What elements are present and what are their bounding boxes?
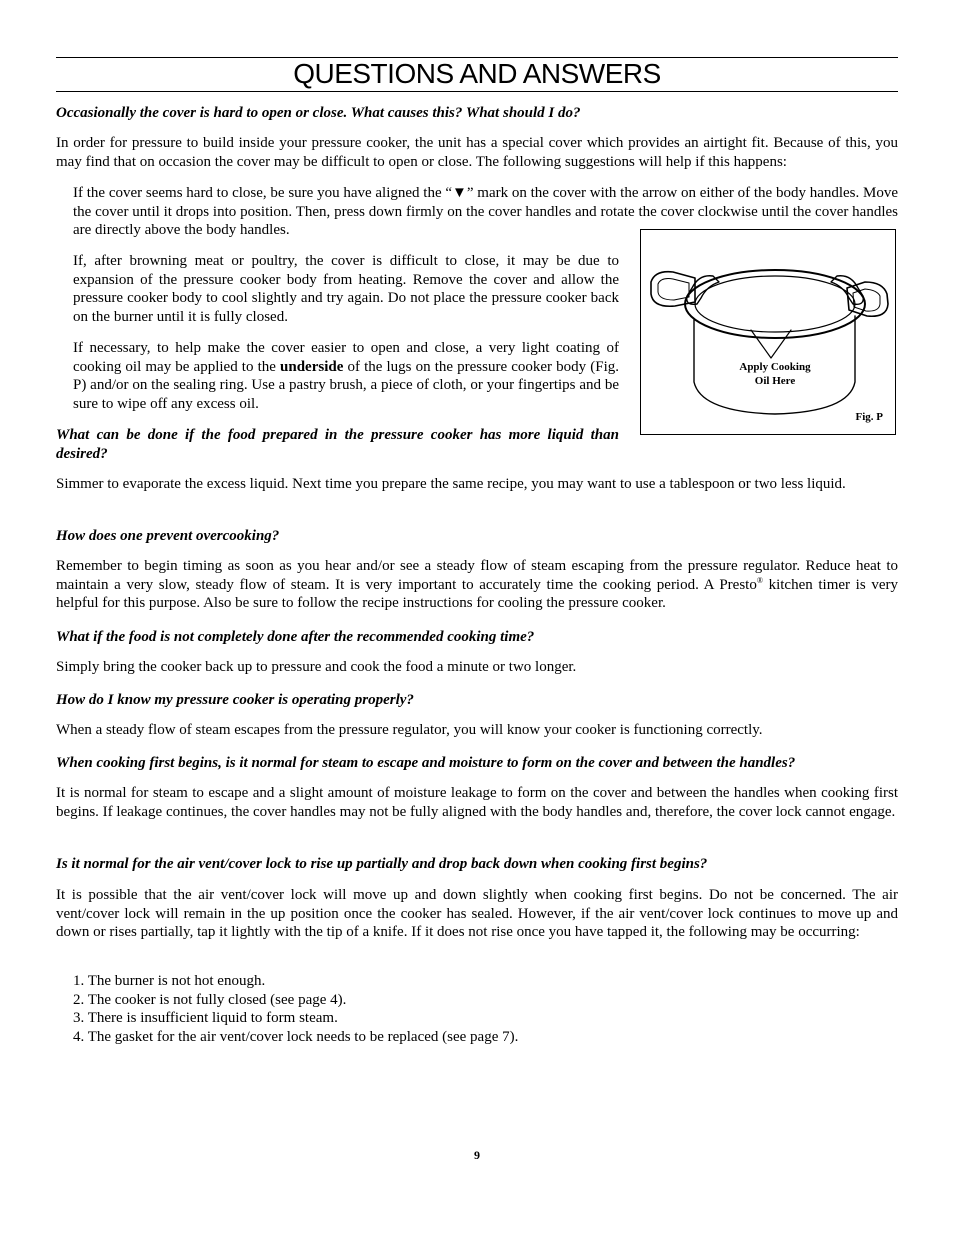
answer-overcooking <box>56 557 898 613</box>
tip-align-text-b: ” mark on the cover with the arrow on either of the body handles. Move the cover until it drops into position. Then, press down firmly on the cover handles and rotate the cover clockwise until the cover handles are directly above the body handles. <box>73 185 899 239</box>
answer-overcooking-a: Remember to begin timing as soon as you hear and/or see a steady flow of steam escaping from the pressure regulator. Reduce heat to maintain a very slow, steady flow of steam. It is very important to accurately time the cooking period. A Presto <box>56 558 898 593</box>
question-air-vent: Is it normal for the air vent/cover lock to rise up partially and drop back down when cooking first begins? <box>56 856 708 872</box>
tip-oil-text-a: If necessary, to help make the cover easier to open and close, a very light coating of cooking oil may be applied to the <box>73 340 619 375</box>
tip-cooking-oil <box>73 339 619 414</box>
tip-oil-emphasis: underside <box>280 358 344 375</box>
registered-mark: ® <box>756 575 763 585</box>
answer-air-vent: It is possible that the air vent/cover lock will move up and down slightly when cooking first begins. Do not be concerned. The air vent/cover lock will remain in the up position once the cooker has sealed. However, if the air vent/cover lock continues to move up and down or rises partially, tap it lightly with the tip of a knife. If it does not rise once you have tapped it, the following may be occurring: <box>56 887 898 941</box>
figure-caption: Fig. P <box>855 411 883 423</box>
cover-mark-symbol: ▼ <box>452 185 467 201</box>
page-title: QUESTIONS AND ANSWERS <box>293 58 661 89</box>
question-cover-hard: Occasionally the cover is hard to open or close. What causes this? What should I do? <box>56 105 581 121</box>
tip-expansion: If, after browning meat or poultry, the cover is difficult to close, it may be due to expansion of the pressure cooker body from heating. Remove the cover and allow the pressure cooker body to cool slightly and try again. Do not place the pressure cooker back on the burner until it is fully closed. <box>73 253 619 326</box>
pressure-cooker-illustration <box>641 230 897 436</box>
list-item: 1. The burner is not hot enough. <box>73 973 266 989</box>
answer-operating: When a steady flow of steam escapes from the pressure regulator, you will know your cooker is functioning correctly. <box>56 722 763 738</box>
answer-more-liquid: Simmer to evaporate the excess liquid. Next time you prepare the same recipe, you may want to use a tablespoon or two less liquid. <box>56 476 846 492</box>
tip-oil-text-b: of the lugs on the pressure cooker body (Fig. P) and/or on the sealing ring. Use a pastry brush, a piece of cloth, or your fingertips and be sure to wipe off any excess oil. <box>73 358 619 413</box>
air-vent-causes-list <box>73 972 518 1047</box>
answer-overcooking-b: kitchen timer is very helpful for this purpose. Also be sure to follow the recipe instructions for cooling the pressure cooker. <box>56 576 898 612</box>
list-item: 3. There is insufficient liquid to form steam. <box>73 1010 338 1027</box>
answer-not-done: Simply bring the cooker back up to pressure and cook the food a minute or two longer. <box>56 659 577 675</box>
question-overcooking: How does one prevent overcooking? <box>56 528 280 544</box>
question-more-liquid: What can be done if the food prepared in the pressure cooker has more liquid than desired? <box>56 427 619 462</box>
title-underline <box>56 91 898 92</box>
figure-p <box>640 229 896 435</box>
answer-cover-intro: In order for pressure to build inside your pressure cooker, the unit has a special cover which provides an airtight fit. Because of this, you may find that on occasion the cover may be difficult to open or close. The following suggestions will help if this happens: <box>56 135 898 170</box>
page-number: 9 <box>474 1148 480 1162</box>
question-steam-escape: When cooking first begins, is it normal for steam to escape and moisture to form on the cover and between the handles? <box>56 755 796 771</box>
question-not-done: What if the food is not completely done after the recommended cooking time? <box>56 629 535 645</box>
figure-label-line1: Apply Cooking <box>739 361 811 373</box>
question-operating: How do I know my pressure cooker is operating properly? <box>56 692 414 708</box>
list-item: 2. The cooker is not fully closed (see page 4). <box>73 991 347 1008</box>
figure-label-line2: Oil Here <box>754 375 796 387</box>
tip-align-text-a: If the cover seems hard to close, be sure you have aligned the “ <box>73 185 453 201</box>
figure-label <box>725 360 825 388</box>
answer-steam-escape: It is normal for steam to escape and a slight amount of moisture leakage to form on the cover and between the handles when cooking first begins. If leakage continues, the cover handles may not be fully aligned with the body handles and, therefore, the cover lock cannot engage. <box>56 785 898 820</box>
list-item: 4. The gasket for the air vent/cover lock needs to be replaced (see page 7). <box>73 1029 519 1046</box>
